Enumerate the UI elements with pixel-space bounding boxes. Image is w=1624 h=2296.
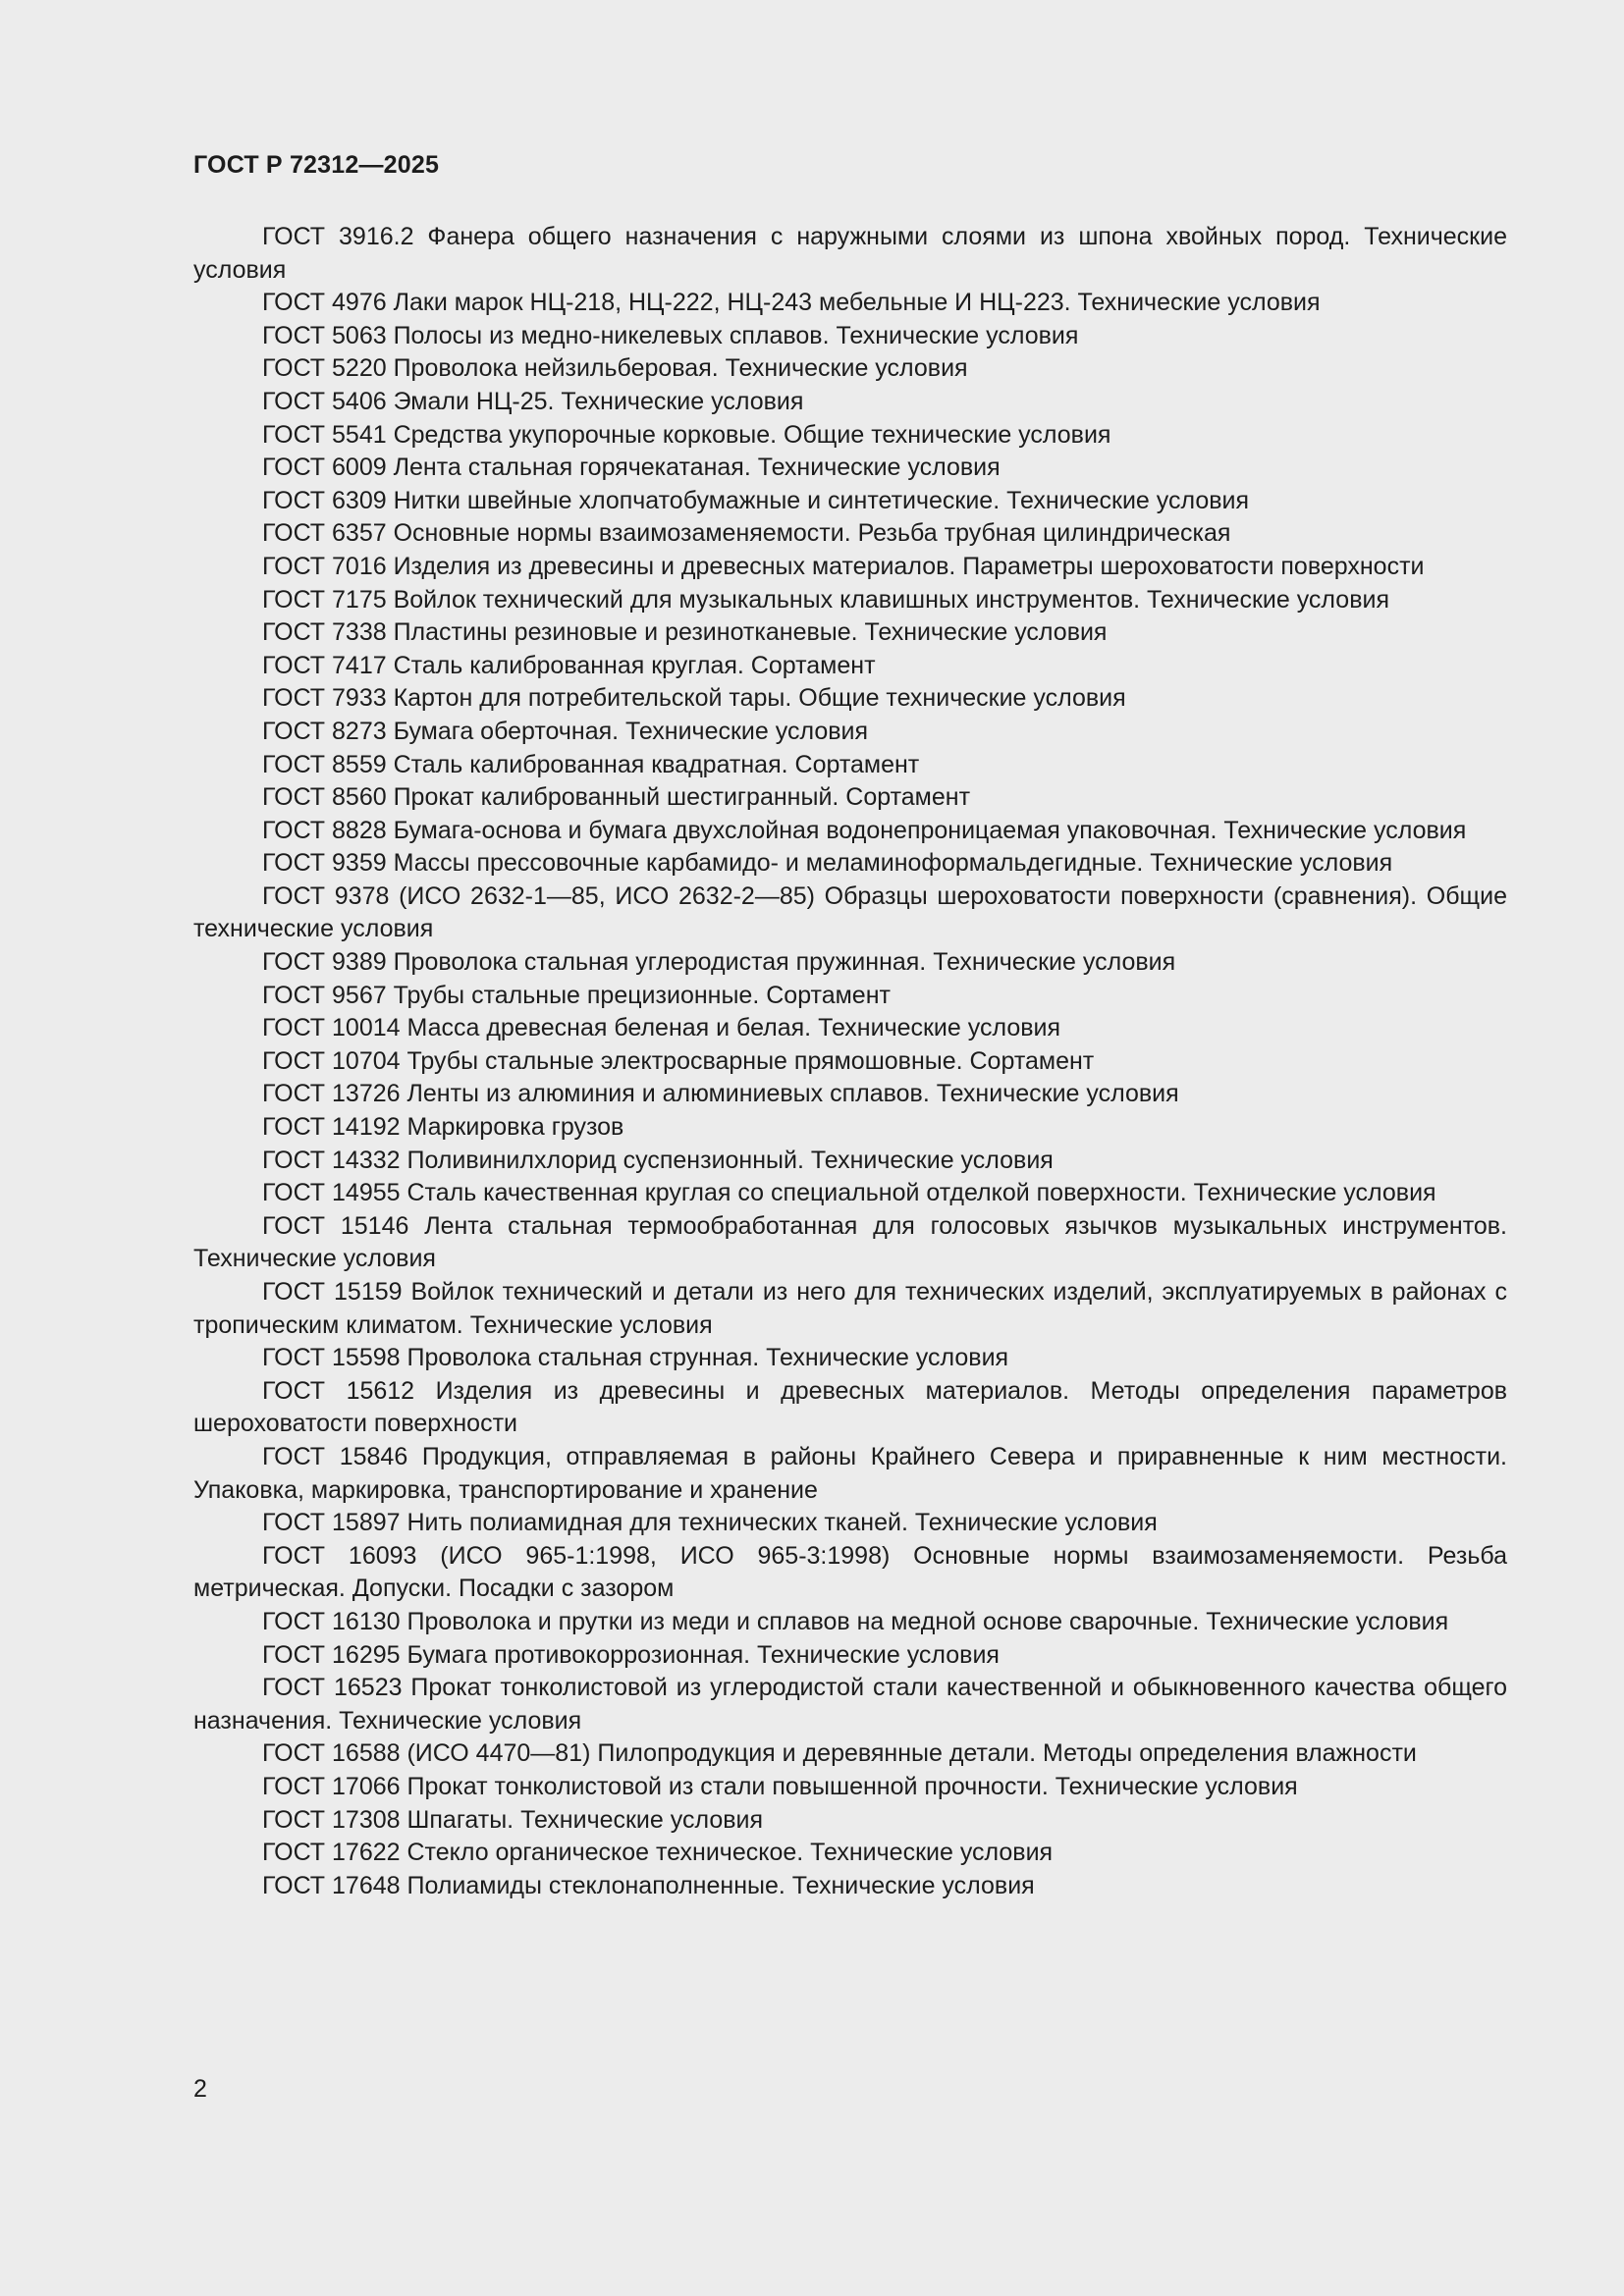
reference-item: ГОСТ 5220 Проволока нейзильберовая. Технические условия xyxy=(262,354,968,383)
reference-item: ГОСТ 6357 Основные нормы взаимозаменяемости. Резьба трубная цилиндрическая xyxy=(262,519,1231,548)
reference-item: ГОСТ 17066 Прокат тонколистовой из стали повышенной прочности. Технические условия xyxy=(262,1772,1298,1800)
reference-item: ГОСТ 6009 Лента стальная горячекатаная. Технические условия xyxy=(262,454,1001,482)
reference-item: ГОСТ 14192 Маркировка грузов xyxy=(262,1113,624,1142)
reference-item: ГОСТ 8828 Бумага-основа и бумага двухслойная водонепроницаемая упаковочная. Технические условия xyxy=(262,816,1467,844)
reference-item: ГОСТ 15146 Лента стальная термообработанная для голосовых язычков музыкальных инструментов. Технические условия xyxy=(193,1211,1507,1273)
reference-item: ГОСТ 14955 Сталь качественная круглая со специальной отделкой поверхности. Технические условия xyxy=(262,1179,1436,1207)
reference-item: ГОСТ 9359 Массы прессовочные карбамидо- и меламиноформальдегидные. Технические условия xyxy=(262,849,1393,878)
reference-item: ГОСТ 15598 Проволока стальная струнная. Технические условия xyxy=(262,1344,1009,1372)
reference-item: ГОСТ 4976 Лаки марок НЦ-218, НЦ-222, НЦ-243 мебельные И НЦ-223. Технические условия xyxy=(262,289,1321,317)
reference-item: ГОСТ 7933 Картон для потребительской тары. Общие технические условия xyxy=(262,684,1126,713)
reference-item: ГОСТ 14332 Поливинилхлорид суспензионный. Технические условия xyxy=(262,1146,1054,1174)
page-number: 2 xyxy=(193,2075,207,2103)
reference-item: ГОСТ 9378 (ИСО 2632-1—85, ИСО 2632-2—85) Образцы шероховатости поверхности (сравнения). Общие технические условия xyxy=(193,881,1507,943)
reference-item: ГОСТ 15846 Продукция, отправляемая в районы Крайнего Севера и приравненные к ним местности. Упаковка, маркировка, транспортирование и хранение xyxy=(193,1442,1507,1504)
document-header: ГОСТ Р 72312—2025 xyxy=(193,151,440,179)
reference-item: ГОСТ 16588 (ИСО 4470—81) Пилопродукция и деревянные детали. Методы определения влажности xyxy=(262,1739,1417,1768)
reference-item: ГОСТ 5063 Полосы из медно-никелевых сплавов. Технические условия xyxy=(262,321,1079,349)
reference-item: ГОСТ 16093 (ИСО 965-1:1998, ИСО 965-3:1998) Основные нормы взаимозаменяемости. Резьба метрическая. Допуски. Посадки с зазором xyxy=(193,1541,1507,1603)
reference-item: ГОСТ 8273 Бумага оберточная. Технические условия xyxy=(262,717,869,745)
reference-item: ГОСТ 6309 Нитки швейные хлопчатобумажные и синтетические. Технические условия xyxy=(262,486,1250,514)
reference-item: ГОСТ 15897 Нить полиамидная для технических тканей. Технические условия xyxy=(262,1509,1158,1537)
normative-references-list xyxy=(193,221,1507,1902)
reference-item: ГОСТ 16523 Прокат тонколистовой из углеродистой стали качественной и обыкновенного качества общего назначения. Технические условия xyxy=(193,1674,1507,1735)
reference-item: ГОСТ 9567 Трубы стальные прецизионные. Сортамент xyxy=(262,981,891,1009)
reference-item: ГОСТ 3916.2 Фанера общего назначения с наружными слоями из шпона хвойных пород. Технические условия xyxy=(193,223,1507,284)
reference-item: ГОСТ 5406 Эмали НЦ-25. Технические условия xyxy=(262,387,804,415)
reference-item: ГОСТ 7417 Сталь калиброванная круглая. Сортамент xyxy=(262,651,876,679)
reference-item: ГОСТ 8559 Сталь калиброванная квадратная. Сортамент xyxy=(262,750,920,778)
reference-item: ГОСТ 7016 Изделия из древесины и древесных материалов. Параметры шероховатости поверхности xyxy=(262,552,1425,580)
reference-item: ГОСТ 15159 Войлок технический и детали из него для технических изделий, эксплуатируемых в районах с тропическим климатом. Технические условия xyxy=(193,1278,1507,1339)
reference-item: ГОСТ 13726 Ленты из алюминия и алюминиевых сплавов. Технические условия xyxy=(262,1080,1179,1108)
reference-item: ГОСТ 7175 Войлок технический для музыкальных клавишных инструментов. Технические условия xyxy=(262,585,1389,614)
reference-item: ГОСТ 17648 Полиамиды стеклонаполненные. Технические условия xyxy=(262,1871,1035,1899)
reference-item: ГОСТ 5541 Средства укупорочные корковые. Общие технические условия xyxy=(262,420,1111,449)
reference-item: ГОСТ 10704 Трубы стальные электросварные прямошовные. Сортамент xyxy=(262,1046,1095,1075)
reference-item: ГОСТ 10014 Масса древесная беленая и белая. Технические условия xyxy=(262,1014,1061,1042)
reference-item: ГОСТ 15612 Изделия из древесины и древесных материалов. Методы определения параметров шероховатости поверхности xyxy=(193,1376,1507,1438)
reference-item: ГОСТ 16295 Бумага противокоррозионная. Технические условия xyxy=(262,1640,1000,1669)
reference-item: ГОСТ 8560 Прокат калиброванный шестигранный. Сортамент xyxy=(262,783,971,812)
reference-item: ГОСТ 7338 Пластины резиновые и резинотканевые. Технические условия xyxy=(262,618,1108,647)
reference-item: ГОСТ 16130 Проволока и прутки из меди и сплавов на медной основе сварочные. Технические условия xyxy=(262,1607,1449,1635)
reference-item: ГОСТ 17622 Стекло органическое техническое. Технические условия xyxy=(262,1839,1054,1867)
reference-item: ГОСТ 17308 Шпагаты. Технические условия xyxy=(262,1805,764,1834)
reference-item: ГОСТ 9389 Проволока стальная углеродистая пружинная. Технические условия xyxy=(262,948,1176,977)
